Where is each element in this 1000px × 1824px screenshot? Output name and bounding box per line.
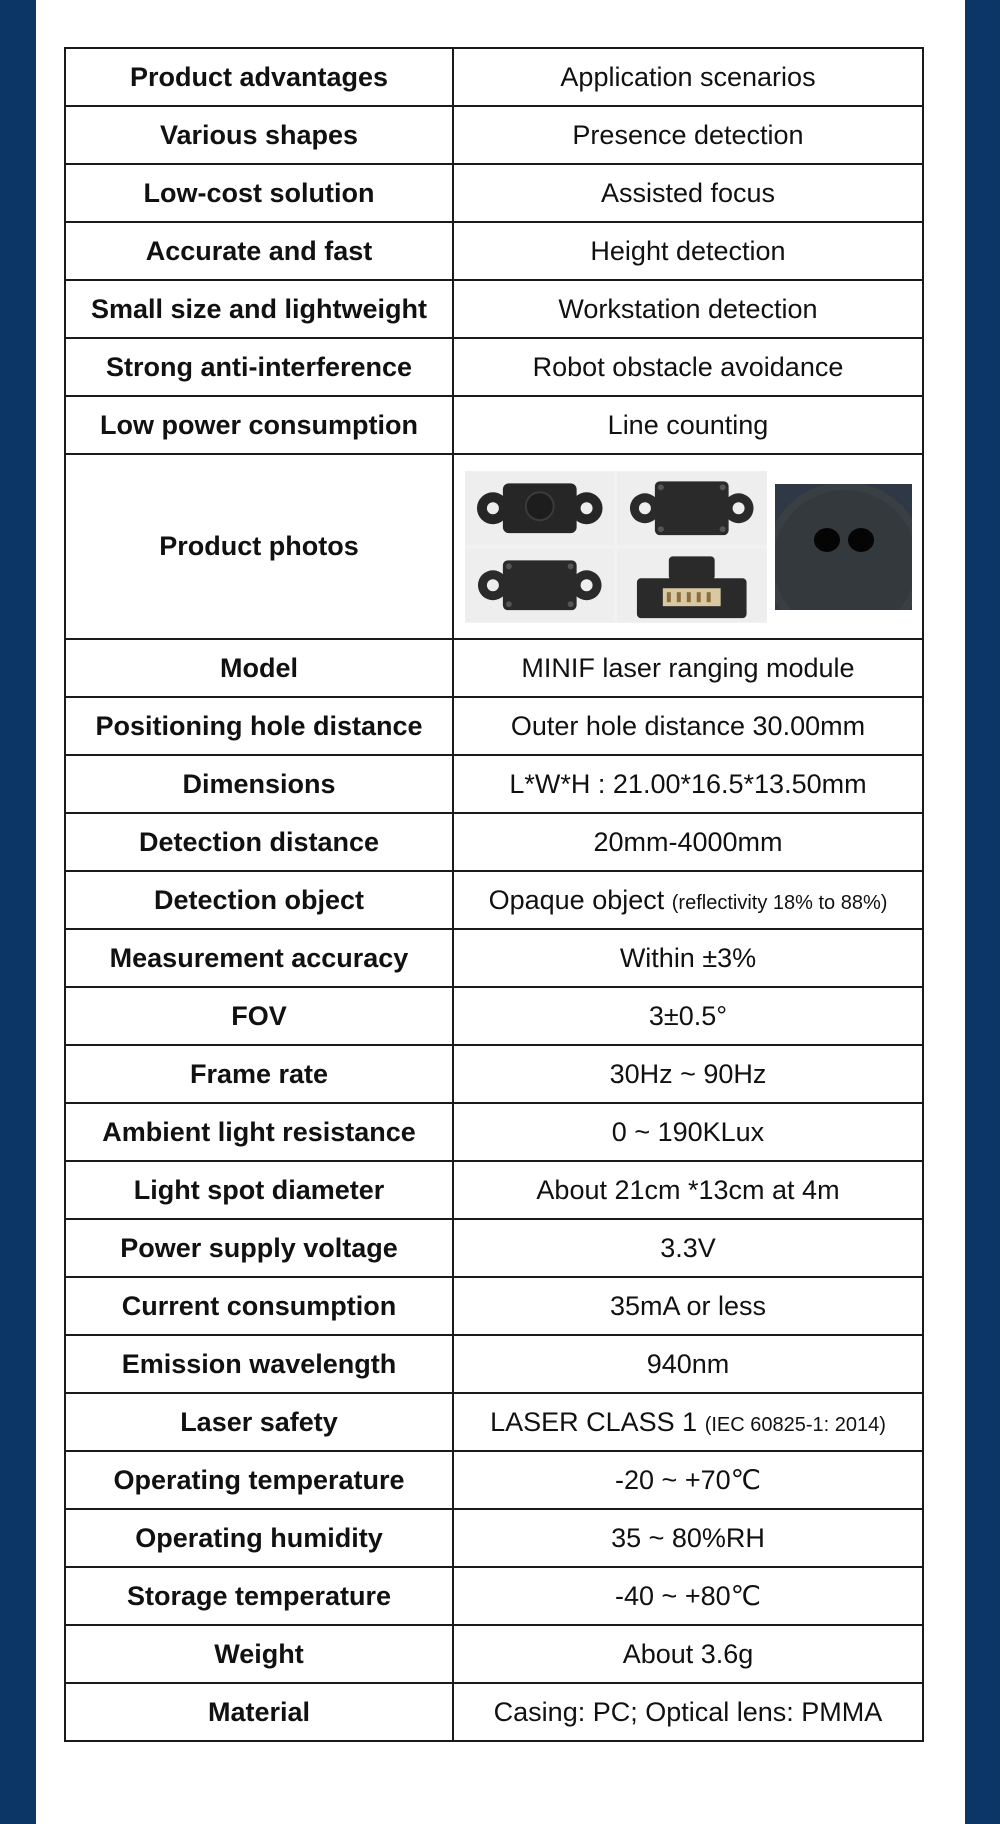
advantage-row: [65, 280, 923, 338]
spec-label: Measurement accuracy: [65, 929, 453, 987]
advantage-cell: Low-cost solution: [65, 164, 453, 222]
spec-row: [65, 929, 923, 987]
spec-value-cell: [453, 639, 923, 697]
spec-table: [64, 47, 924, 1742]
spec-value-cell: [453, 1219, 923, 1277]
module-bottom-photo: [617, 471, 767, 546]
spec-label: Detection object: [65, 871, 453, 929]
spec-value: -20 ~ +70℃: [615, 1464, 761, 1495]
spec-label: Frame rate: [65, 1045, 453, 1103]
product-photos-cell: [453, 454, 923, 639]
spec-value-cell: [453, 1103, 923, 1161]
spec-row: [65, 1451, 923, 1509]
spec-value: 0 ~ 190KLux: [611, 1116, 765, 1147]
spec-label: Weight: [65, 1625, 453, 1683]
module-photo-grid: [465, 471, 767, 623]
spec-value-cell: [453, 987, 923, 1045]
spec-value-cell: [453, 813, 923, 871]
advantage-row: [65, 106, 923, 164]
application-cell: Line counting: [453, 396, 923, 454]
advantage-cell: Strong anti-interference: [65, 338, 453, 396]
spec-label: Positioning hole distance: [65, 697, 453, 755]
spec-label: Current consumption: [65, 1277, 453, 1335]
spec-value-cell: [453, 1625, 923, 1683]
spec-value-cell: [453, 1683, 923, 1741]
advantage-row: [65, 338, 923, 396]
spec-value: 3.3V: [660, 1232, 716, 1263]
spec-row: [65, 813, 923, 871]
application-cell: Assisted focus: [453, 164, 923, 222]
spec-row: [65, 1277, 923, 1335]
spec-value: About 21cm *13cm at 4m: [536, 1174, 840, 1205]
spec-value: MINIF laser ranging module: [521, 652, 855, 683]
spec-label: Power supply voltage: [65, 1219, 453, 1277]
spec-value-cell: [453, 1335, 923, 1393]
spec-value: Outer hole distance 30.00mm: [510, 710, 866, 741]
product-photos-row: [65, 454, 923, 639]
spec-row: [65, 1103, 923, 1161]
spec-label: Operating temperature: [65, 1451, 453, 1509]
spec-label: Storage temperature: [65, 1567, 453, 1625]
spec-row: [65, 755, 923, 813]
spec-row: [65, 1509, 923, 1567]
spec-value-cell: [453, 1567, 923, 1625]
lens-closeup-photo: [775, 484, 912, 610]
spec-row: [65, 871, 923, 929]
application-cell: Height detection: [453, 222, 923, 280]
spec-row: [65, 987, 923, 1045]
spec-value: 30Hz ~ 90Hz: [609, 1058, 767, 1089]
spec-row: [65, 1393, 923, 1451]
spec-value: -40 ~ +80℃: [615, 1580, 761, 1611]
spec-value-cell: [453, 1393, 923, 1451]
application-cell: Presence detection: [453, 106, 923, 164]
spec-value: 35mA or less: [609, 1290, 767, 1321]
spec-value-cell: [453, 697, 923, 755]
spec-row: [65, 1161, 923, 1219]
module-side-photo: [465, 548, 615, 623]
advantage-cell: Various shapes: [65, 106, 453, 164]
spec-value: L*W*H : 21.00*16.5*13.50mm: [509, 768, 867, 799]
spec-row: [65, 1683, 923, 1741]
advantage-cell: Accurate and fast: [65, 222, 453, 280]
spec-value: Within ±3%: [619, 942, 757, 973]
header-advantages: Product advantages: [65, 48, 453, 106]
spec-row: [65, 1045, 923, 1103]
table-header-row: [65, 48, 923, 106]
spec-label: Light spot diameter: [65, 1161, 453, 1219]
spec-label: Detection distance: [65, 813, 453, 871]
spec-label: FOV: [65, 987, 453, 1045]
spec-label: Material: [65, 1683, 453, 1741]
spec-value-cell: [453, 871, 923, 929]
advantage-row: [65, 164, 923, 222]
spec-value: 20mm-4000mm: [593, 826, 783, 857]
spec-value: 35 ~ 80%RH: [611, 1522, 765, 1553]
spec-label: Ambient light resistance: [65, 1103, 453, 1161]
spec-value: About 3.6g: [622, 1638, 754, 1669]
spec-row: [65, 697, 923, 755]
advantage-cell: Low power consumption: [65, 396, 453, 454]
spec-value-cell: [453, 1277, 923, 1335]
spec-row: [65, 1219, 923, 1277]
spec-label: Emission wavelength: [65, 1335, 453, 1393]
spec-value: 940nm: [646, 1348, 730, 1379]
spec-row: [65, 1625, 923, 1683]
product-photos-label: Product photos: [65, 454, 453, 639]
spec-value-cell: [453, 1045, 923, 1103]
spec-note: (IEC 60825-1: 2014): [704, 1413, 886, 1436]
spec-value-cell: [453, 1509, 923, 1567]
spec-row: [65, 1567, 923, 1625]
header-applications: Application scenarios: [453, 48, 923, 106]
spec-note: (reflectivity 18% to 88%): [671, 891, 888, 914]
spec-value: 3±0.5°: [648, 1000, 728, 1031]
module-top-photo: [465, 471, 615, 546]
spec-label: Model: [65, 639, 453, 697]
advantage-cell: Small size and lightweight: [65, 280, 453, 338]
spec-value-cell: [453, 929, 923, 987]
spec-label: Dimensions: [65, 755, 453, 813]
spec-value: Opaque object: [488, 884, 672, 915]
application-cell: Workstation detection: [453, 280, 923, 338]
spec-value-cell: [453, 755, 923, 813]
spec-row: [65, 639, 923, 697]
application-cell: Robot obstacle avoidance: [453, 338, 923, 396]
spec-value: LASER CLASS 1: [490, 1406, 705, 1437]
spec-value-cell: [453, 1161, 923, 1219]
advantage-row: [65, 222, 923, 280]
spec-value: Casing: PC; Optical lens: PMMA: [493, 1696, 883, 1727]
advantage-row: [65, 396, 923, 454]
spec-row: [65, 1335, 923, 1393]
spec-label: Laser safety: [65, 1393, 453, 1451]
module-connector-photo: [617, 548, 767, 623]
spec-label: Operating humidity: [65, 1509, 453, 1567]
spec-sheet-page: [36, 0, 965, 1824]
spec-value-cell: [453, 1451, 923, 1509]
